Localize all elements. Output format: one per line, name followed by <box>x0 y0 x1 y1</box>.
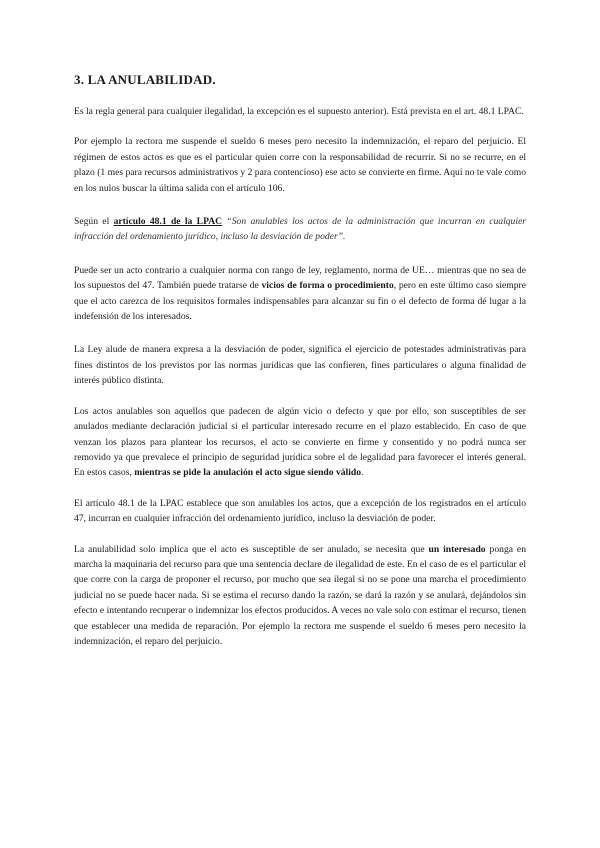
emphasis-vicios: vicios de forma o procedimiento <box>261 280 394 292</box>
paragraph-actos-anulables <box>74 404 526 481</box>
text-segment: ponga en marcha la maquinaria del recurso para que una sentencia declare de ilegalidad de este. En el caso de es el particular el que corre con la carga de proponer el recurso, por mucho que sea ilegal si no se pone una marcha el procedimiento judicial no se puede hacer nada. Si se estima el recurso dando la razón, se dará la razón y se anulará, dejándolos sin efecto e intentando recuperar o indemnizar los efectos producidos. A veces no vale solo con estimar el recurso, tienen que establecer una medida de reparación. Por ejemplo la rectora me suspende el sueldo 6 meses pero necesito la indemnización, el reparo del perjuicio. <box>74 543 526 647</box>
paragraph-desviacion-poder: La Ley alude de manera expresa a la desviación de poder, significa el ejercicio de potestades administrativas para fines distintos de los previstos por las normas jurídicas que las confieren, fines particulares o alguna finalidad de interés público distinta. <box>74 344 526 387</box>
paragraph-regla-general: Es la regla general para cualquier ilegalidad, la excepción es el supuesto anterior). Está prevista en el art. 48.1 LPAC. <box>74 106 524 117</box>
article-reference: artículo 48.1 de la LPAC <box>113 216 223 228</box>
text-segment: La anulabilidad solo implica que el acto es susceptible de ser anulado, se necesita que <box>74 543 429 555</box>
emphasis-acto-valido: mientras se pide la anulación el acto sigue siendo válido <box>134 467 362 479</box>
text-segment: . <box>361 467 364 479</box>
paragraph-anulabilidad-recurso <box>74 542 526 650</box>
text-segment: , pero en este último caso siempre que el acto carezca de los requisitos formales indispensables para alcanzar su fin o el defecto de forma dé lugar a la indefensión de los interesados. <box>74 280 527 323</box>
text-segment: Los actos anulables son aquellos que padecen de algún vicio o defecto y que por ello, son susceptibles de ser anulados mediante declaración judicial si el particular interesado recurre en el plazo establecido. En caso de que venzan los plazos para plantear los recursos, el acto se convierte en firme y consentido y no podrá nunca ser removido ya que prevalece el principio de seguridad jurídica sobre el de legalidad para favorecer el interés general. En estos casos, <box>74 405 526 479</box>
paragraph-articulo-48 <box>74 214 526 245</box>
paragraph-acto-contrario <box>74 263 526 325</box>
emphasis-interesado: un interesado <box>428 543 486 555</box>
paragraph-ejemplo-rectora: Por ejemplo la rectora me suspende el sueldo 6 meses pero necesito la indemnización, el reparo del perjuicio. El régimen de estos actos es que es el particular quien corre con la responsabilidad de recurrir. Si no se recurre, en el plazo (1 mes para recursos administrativos y 2 para contencioso) ese acto se convierte en firme. Aquí no te vale como en los nulos buscar la última salida con el artículo 106. <box>74 136 526 194</box>
article-quote: “Son anulables los actos de la administración que incurran en cualquier infracción del ordenamiento jurídico, incluso la desviación de poder”. <box>74 216 526 243</box>
section-heading: 3. LA ANULABILIDAD. <box>74 72 216 87</box>
text-segment: Puede ser un acto contrario a cualquier norma con rango de ley, reglamento, norma de UE… mientras que no sea de los supuestos del 47. También puede tratarse de <box>74 264 526 292</box>
paragraph-articulo-48-lpac: El artículo 48.1 de la LPAC establece que son anulables los actos, que a excepción de los registrados en el artículo 47, incurran en cualquier infracción del ordenamiento jurídico, incluso la desviación de poder. <box>74 497 526 525</box>
intro-text: Según el <box>74 216 114 228</box>
